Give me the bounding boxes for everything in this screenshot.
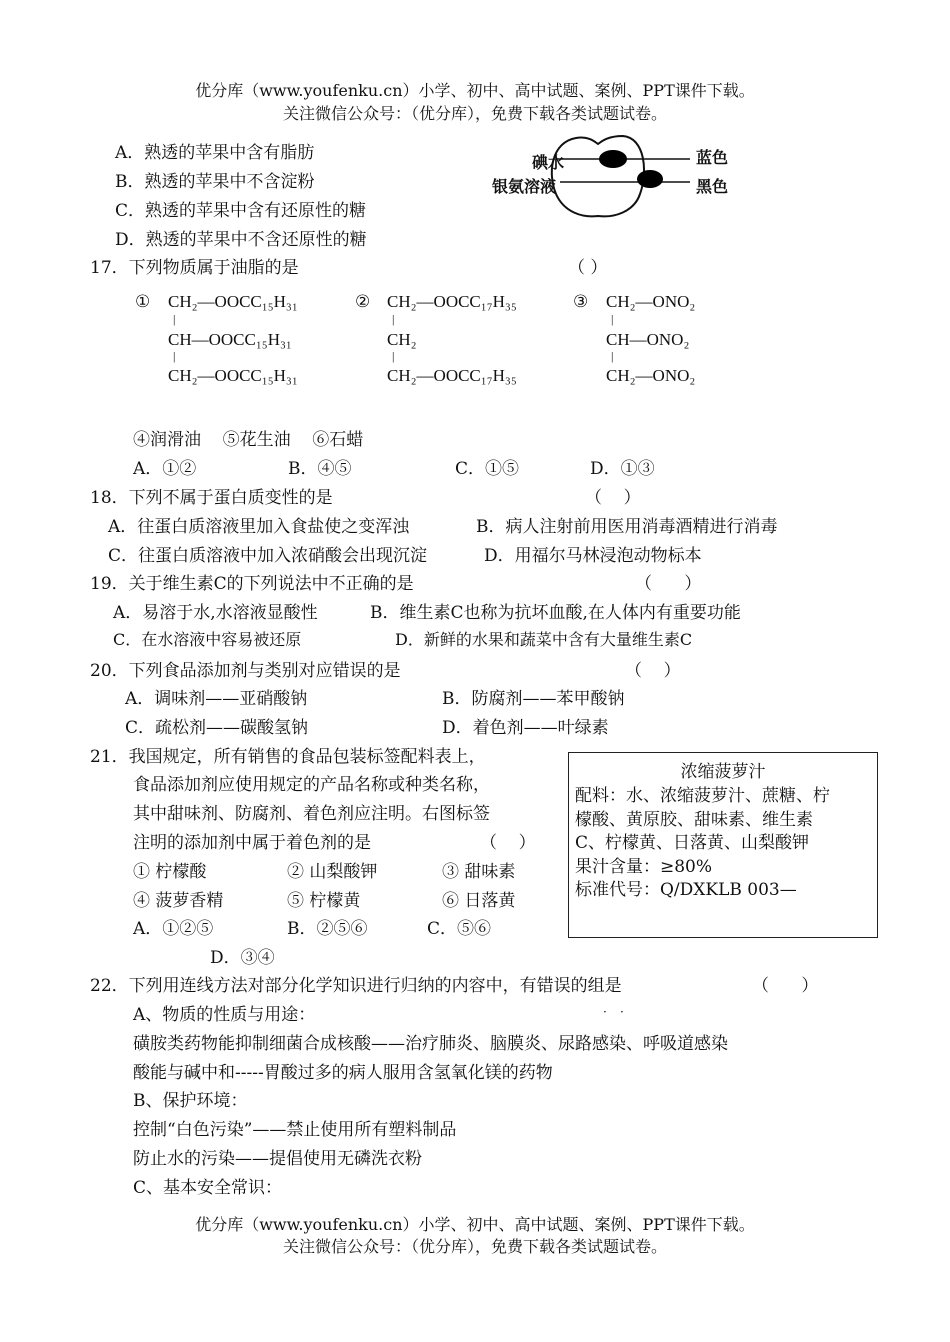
page-footer-line2: 关注微信公众号：（优分库），免费下载各类试题试卷。 — [282, 1237, 667, 1256]
apple-outline — [552, 136, 644, 216]
q22-section-b-heading: B、保护环境： — [133, 1091, 248, 1111]
molecule-1-row3: CH₂—OOCC₁₅H₃₁ — [168, 366, 298, 385]
juice-label-line2: 檬酸、黄原胶、甜味素、维生素 — [575, 810, 813, 830]
black-color-label: 黑色 — [696, 177, 729, 196]
q18-stem: 18．下列不属于蛋白质变性的是 — [90, 488, 333, 508]
molecule-1-row1: CH₂—OOCC₁₅H₃₁ — [168, 292, 298, 311]
q17-option-c: C．①⑤ — [455, 459, 520, 479]
q20-stem: 20．下列食品添加剂与类别对应错误的是 — [90, 661, 401, 681]
q19-option-c: C．在水溶液中容易被还原 — [113, 630, 302, 649]
q16-option-a: A．熟透的苹果中含有脂肪 — [115, 143, 315, 163]
q19-option-a: A．易溶于水,水溶液显酸性 — [113, 603, 318, 623]
molecule-1-number: ① — [135, 292, 151, 311]
juice-label-line4: 果汁含量：≥80% — [575, 857, 713, 877]
q21-option-c: C．⑤⑥ — [427, 919, 492, 939]
q20-answer-paren: （ ） — [625, 661, 681, 681]
molecule-3-row1: CH₂—ONO₂ — [606, 292, 696, 311]
q19-option-d: D．新鲜的水果和蔬菜中含有大量维生素C — [395, 630, 693, 649]
q21-item-5: ⑤ 柠檬黄 — [287, 891, 361, 911]
bond: | — [611, 349, 614, 363]
blue-spot — [599, 150, 627, 168]
bond: | — [173, 349, 176, 363]
juice-label-line1: 配料：水、浓缩菠萝汁、蔗糖、柠 — [575, 786, 830, 806]
molecule-2-row1: CH₂—OOCC₁₇H₃₅ — [387, 292, 517, 311]
q18-answer-paren: （ ） — [585, 488, 641, 508]
q20-option-d: D．着色剂——叶绿素 — [442, 718, 609, 738]
q22-section-a-line1: 磺胺类药物能抑制细菌合成核酸——治疗肺炎、脑膜炎、尿路感染、呼吸道感染 — [133, 1034, 728, 1054]
page-footer-line1: 优分库（www.youfenku.cn）小学、初中、高中试题、案例、PPT课件下载。 — [195, 1215, 755, 1234]
q22-section-b-line2: 防止水的污染——提倡使用无磷洗衣粉 — [133, 1149, 422, 1169]
q17-option-a: A．①② — [133, 459, 197, 479]
molecule-3-row2: CH—ONO₂ — [606, 330, 690, 349]
molecule-2-row3: CH₂—OOCC₁₇H₃₅ — [387, 366, 517, 385]
q21-item-4: ④ 菠萝香精 — [133, 891, 224, 911]
q22-section-a-heading: A、物质的性质与用途： — [133, 1005, 316, 1025]
q22-section-a-line2: 酸能与碱中和-----胃酸过多的病人服用含氢氧化镁的药物 — [133, 1063, 553, 1083]
q21-option-b: B．②⑤⑥ — [287, 919, 368, 939]
emphasis-dot: · — [620, 1005, 624, 1019]
bond: | — [611, 312, 614, 326]
q16-option-d: D．熟透的苹果中不含还原性的糖 — [115, 230, 367, 250]
q19-answer-paren: （ ） — [635, 574, 702, 594]
q18-option-d: D．用福尔马林浸泡动物标本 — [484, 546, 702, 566]
q20-option-c: C．疏松剂——碳酸氢钠 — [125, 718, 309, 738]
molecule-2-number: ② — [355, 292, 371, 311]
bond: | — [392, 349, 395, 363]
q20-option-a: A．调味剂——亚硝酸钠 — [125, 689, 308, 709]
bond: | — [392, 312, 395, 326]
q17-items: ④润滑油 ⑤花生油 ⑥石蜡 — [133, 430, 364, 450]
q18-option-a: A．往蛋白质溶液里加入食盐使之变浑浊 — [108, 517, 410, 537]
q21-answer-paren: （ ） — [480, 833, 536, 853]
iodine-label: 碘水 — [532, 153, 565, 172]
q21-stem-line1: 21．我国规定，所有销售的食品包装标签配料表上， — [90, 747, 486, 767]
bond: | — [173, 312, 176, 326]
juice-label-box — [568, 752, 878, 938]
q16-option-b: B．熟透的苹果中不含淀粉 — [115, 172, 315, 192]
molecule-3-row3: CH₂—ONO₂ — [606, 366, 696, 385]
juice-label-line3: C、柠檬黄、日落黄、山梨酸钾 — [575, 833, 810, 853]
silver-ammonia-label: 银氨溶液 — [492, 177, 557, 196]
page-header-line2: 关注微信公众号：（优分库），免费下载各类试题试卷。 — [282, 104, 667, 123]
q21-item-3: ③ 甜味素 — [442, 862, 516, 882]
blue-color-label: 蓝色 — [696, 148, 729, 167]
q19-stem: 19．关于维生素C的下列说法中不正确的是 — [90, 574, 414, 594]
q17-option-b: B．④⑤ — [288, 459, 352, 479]
q21-stem-line4: 注明的添加剂中属于着色剂的是 — [133, 833, 371, 853]
q21-option-d: D．③④ — [210, 948, 275, 968]
q21-stem-line2: 食品添加剂应使用规定的产品名称或种类名称， — [133, 775, 490, 795]
q18-option-b: B．病人注射前用医用消毒酒精进行消毒 — [476, 517, 778, 537]
molecule-2-row2: CH₂ — [387, 330, 417, 349]
q16-option-c: C．熟透的苹果中含有还原性的糖 — [115, 201, 367, 221]
q22-stem: 22．下列用连线方法对部分化学知识进行归纳的内容中，有错误的组是 — [90, 976, 622, 996]
q22-section-c-heading: C、基本安全常识： — [133, 1178, 283, 1198]
q20-option-b: B．防腐剂——苯甲酸钠 — [442, 689, 625, 709]
q18-option-c: C．往蛋白质溶液中加入浓硝酸会出现沉淀 — [108, 546, 428, 566]
molecule-1-row2: CH—OOCC₁₅H₃₁ — [168, 330, 292, 349]
q21-item-1: ① 柠檬酸 — [133, 862, 207, 882]
q21-item-2: ② 山梨酸钾 — [287, 862, 378, 882]
juice-label-line5: 标准代号：Q/DXKLB 003— — [575, 880, 797, 900]
black-spot — [637, 170, 663, 188]
q22-answer-paren: （ ） — [752, 976, 819, 996]
q21-stem-line3: 其中甜味剂、防腐剂、着色剂应注明。右图标签 — [133, 804, 490, 824]
q19-option-b: B．维生素C也称为抗坏血酸,在人体内有重要功能 — [370, 603, 741, 623]
q17-answer-paren: （ ） — [568, 258, 608, 278]
molecule-3-number: ③ — [573, 292, 589, 311]
q17-option-d: D．①③ — [590, 459, 655, 479]
q21-item-6: ⑥ 日落黄 — [442, 891, 516, 911]
q17-stem: 17．下列物质属于油脂的是 — [90, 258, 299, 278]
q22-section-b-line1: 控制“白色污染”——禁止使用所有塑料制品 — [133, 1120, 457, 1140]
emphasis-dot: · — [603, 1005, 607, 1019]
juice-label-title: 浓缩菠萝汁 — [680, 762, 766, 782]
page-header-line1: 优分库（www.youfenku.cn）小学、初中、高中试题、案例、PPT课件下载。 — [195, 81, 755, 100]
q21-option-a: A．①②⑤ — [133, 919, 214, 939]
